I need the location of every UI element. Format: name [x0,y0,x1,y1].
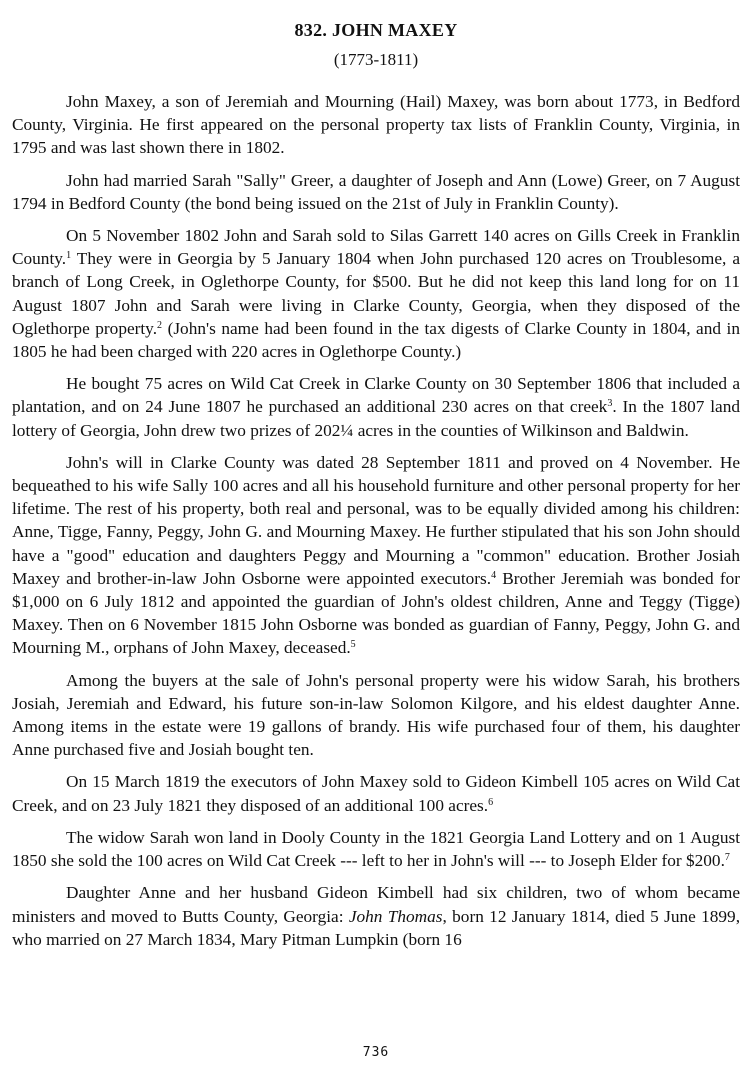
italic-name: John Thomas [348,906,443,926]
paragraph-text: Among the buyers at the sale of John's personal property were his widow Sarah, his brothers Josiah, Jeremiah and Edward, his future son-in-law Solomon Kilgore, and his eldest daughter Anne. Among items in the estate were 19 gallons of brandy. His wife purchased four of them, his daughter Anne purchased five and Josiah bought ten. [12,670,740,760]
paragraph-text: Brother Jeremiah was bonded for $1,000 on 6 July 1812 and appointed the guardian of John's oldest children, Anne and Teggy (Tigge) Maxey. Then on 6 November 1815 John Osborne was bonded as guardian of Fanny, Peggy, John G. and Mourning M., orphans of John Maxey, deceased. [12,568,740,658]
footnote-marker: 6 [488,796,494,808]
paragraph-text: John had married Sarah "Sally" Greer, a daughter of Joseph and Ann (Lowe) Greer, on 7 August 1794 in Bedford County (the bond being issued on the 21st of July in Franklin County). [12,170,740,213]
body-paragraph [12,826,740,872]
section-title: 832. JOHN MAXEY [294,20,458,40]
body-paragraph [12,669,740,762]
paragraph-text: On 5 November 1802 John and Sarah sold to Silas Garrett 140 acres on Gills Creek in Franklin County. [12,226,740,269]
paragraph-text: John's will in Clarke County was dated 28 September 1811 and proved on 4 November. He bequeathed to his wife Sally 100 acres and all his household furniture and other personal property for her lifetime. The rest of his property, both real and personal, was to be equally divided among his children: Anne, Tigge, Fanny, Peggy, John G. and Mourning Maxey. He further stipulated that his son John should have a "good" education and daughters Peggy and Mourning a "common" education. Brother Josiah Maxey and brother-in-law John Osborne were appointed executors. [12,452,740,588]
paragraph-text: . In the 1807 land lottery of Georgia, John drew two prizes of 202¼ acres in the counties of Wilkinson and Baldwin. [12,397,740,440]
paragraph-text: John Maxey, a son of Jeremiah and Mourning (Hail) Maxey, was born about 1773, in Bedford County, Virginia. He first appeared on the personal property tax lists of Franklin County, Virginia, in 1795 and was last shown there in 1802. [12,92,740,158]
body-paragraph [12,224,740,363]
footnote-marker: 4 [491,569,497,581]
footnote-marker: 7 [724,852,730,864]
body-paragraph [12,90,740,160]
body-paragraph [12,169,740,215]
paragraph-text: Daughter Anne and her husband Gideon Kimbell had six children, two of whom became ministers and moved to Butts County, Georgia: [12,883,740,926]
paragraph-text: On 15 March 1819 the executors of John Maxey sold to Gideon Kimbell 105 acres on Wild Cat Creek, and on 23 July 1821 they disposed of an additional 100 acres. [12,772,740,815]
page-number: 736 [362,1045,390,1060]
paragraph-text: He bought 75 acres on Wild Cat Creek in Clarke County on 30 September 1806 that included a plantation, and on 24 June 1807 he purchased an additional 230 acres on that creek [12,374,740,417]
footnote-marker: 2 [157,319,163,331]
footnote-marker: 1 [66,250,72,262]
body-paragraph [12,770,740,816]
body-paragraph [12,881,740,951]
body-paragraph [12,451,740,660]
life-dates: (1773-1811) [333,50,419,69]
paragraph-text: (John's name had been found in the tax digests of Clarke County in 1804, and in 1805 he had been charged with 220 acres in Oglethorpe County.) [12,318,740,362]
paragraph-text: They were in Georgia by 5 January 1804 when John purchased 120 acres on Troublesome, a branch of Long Creek, in Oglethorpe County, for $500. But he did not keep this land long for on 11 August 1807 John and Sarah were living in Clarke County, Georgia, when they disposed of the Oglethorpe property. [12,249,740,338]
article-body [12,90,740,951]
document-page [12,0,740,1076]
footnote-marker: 3 [607,398,613,410]
paragraph-text: The widow Sarah won land in Dooly County in the 1821 Georgia Land Lottery and on 1 August 1850 she sold the 100 acres on Wild Cat Creek --- left to her in John's will --- to Joseph Elder for $200. [12,827,740,871]
body-paragraph [12,372,740,442]
footnote-marker: 5 [350,639,356,651]
paragraph-text: , born 12 January 1814, died 5 June 1899, who married on 27 March 1834, Mary Pitman Lumpkin (born 16 [12,906,741,949]
